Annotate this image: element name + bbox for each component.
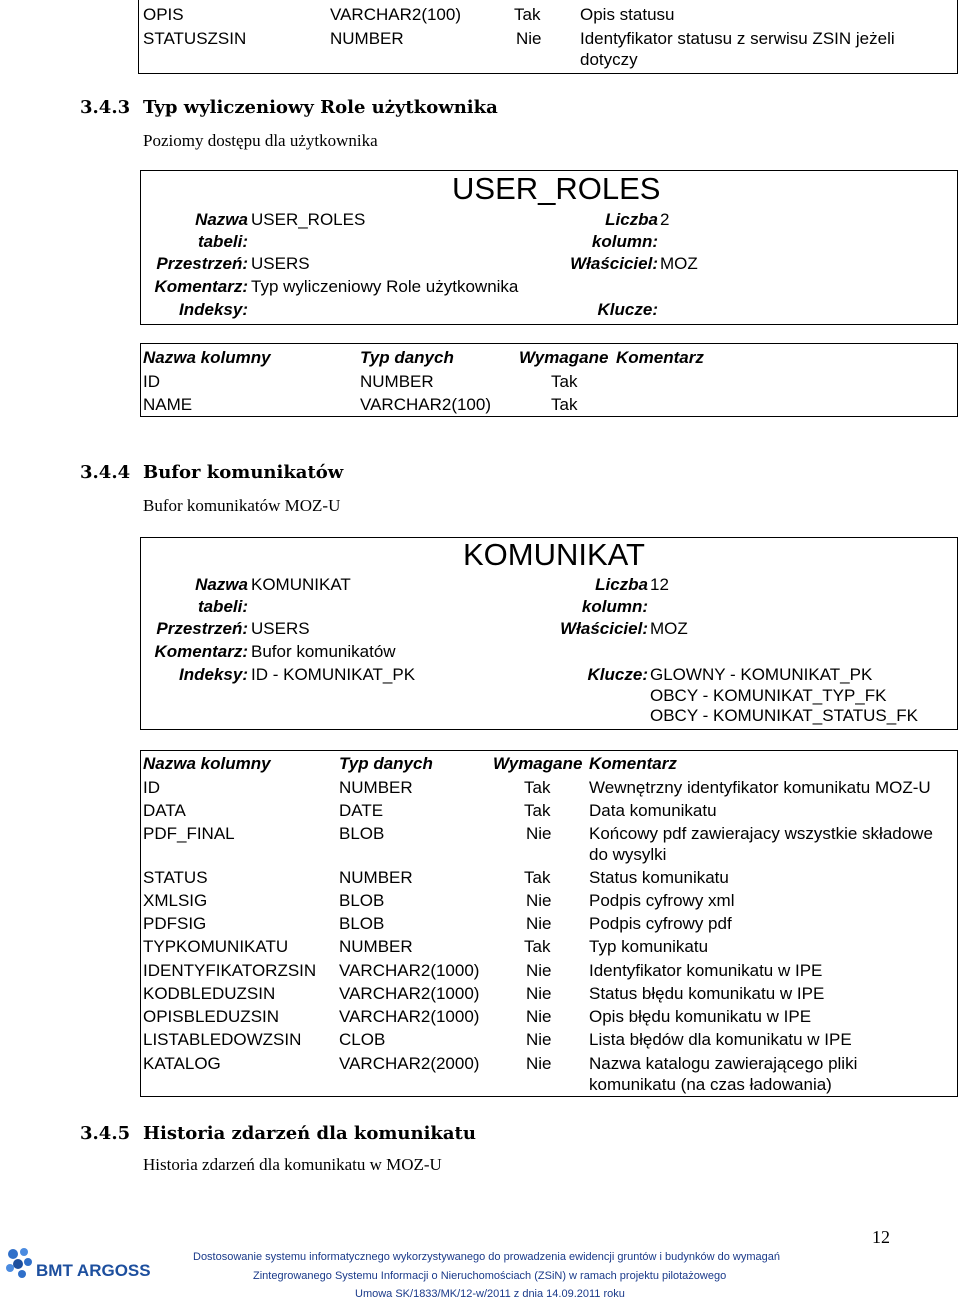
user-roles-label-kolumn: kolumn: xyxy=(591,232,658,251)
top-row-1-required: Tak xyxy=(514,5,541,24)
komunikat-row-6-type: BLOB xyxy=(339,914,385,933)
komunikat-row-12-name: KATALOG xyxy=(143,1054,221,1073)
section-345-number: 3.4.5 xyxy=(80,1123,131,1144)
user-roles-title: USER_ROLES xyxy=(452,171,661,206)
komunikat-label-indeksy: Indeksy: xyxy=(179,665,248,684)
top-row-2-name: STATUSZSIN xyxy=(143,29,247,48)
komunikat-row-8-comment: Identyfikator komunikatu w IPE xyxy=(589,961,823,980)
top-row-2-required: Nie xyxy=(516,29,542,48)
footer-line-1: Dostosowanie systemu informatycznego wykorzystywanego do prowadzenia ewidencji gruntów i budynków do wymagań xyxy=(193,1251,780,1263)
komunikat-row-4-comment: Status komunikatu xyxy=(589,868,729,887)
user-roles-row-1-name: ID xyxy=(143,372,160,391)
komunikat-indeksy-value: ID - KOMUNIKAT_PK xyxy=(251,665,416,684)
top-row-2-comment: Identyfikator statusu z serwisu ZSIN jeżeli xyxy=(580,29,895,48)
komunikat-row-3-comment: Końcowy pdf zawierajacy wszystkie składowe xyxy=(589,824,933,843)
user-roles-row-1-required: Tak xyxy=(551,372,578,391)
user-roles-label-przestrzen: Przestrzeń: xyxy=(156,254,248,273)
user-roles-row-2-type: VARCHAR2(100) xyxy=(360,395,492,414)
user-roles-label-komentarz: Komentarz: xyxy=(154,277,248,296)
bmt-argoss-logo-text: BMT ARGOSS xyxy=(36,1261,151,1280)
top-row-1-type: VARCHAR2(100) xyxy=(330,5,462,24)
komunikat-komentarz-value: Bufor komunikatów xyxy=(251,642,396,661)
komunikat-label-wlasciciel: Właściciel: xyxy=(560,619,648,638)
section-344-number: 3.4.4 xyxy=(80,462,131,483)
komunikat-row-4-name: STATUS xyxy=(143,868,208,887)
komunikat-row-11-required: Nie xyxy=(526,1030,552,1049)
komunikat-label-przestrzen: Przestrzeń: xyxy=(156,619,248,638)
komunikat-row-12-type: VARCHAR2(2000) xyxy=(339,1054,480,1073)
komunikat-row-6-required: Nie xyxy=(526,914,552,933)
komunikat-header-required: Wymagane xyxy=(493,754,583,773)
komunikat-row-5-type: BLOB xyxy=(339,891,385,910)
komunikat-row-9-required: Nie xyxy=(526,984,552,1003)
komunikat-row-2-name: DATA xyxy=(143,801,186,820)
komunikat-row-7-comment: Typ komunikatu xyxy=(589,937,709,956)
komunikat-label-klucze: Klucze: xyxy=(587,665,648,684)
top-row-1-name: OPIS xyxy=(143,5,184,24)
komunikat-klucz-2: OBCY - KOMUNIKAT_TYP_FK xyxy=(650,686,887,705)
section-343-description: Poziomy dostępu dla użytkownika xyxy=(143,131,378,150)
page-number: 12 xyxy=(872,1227,890,1247)
komunikat-row-6-comment: Podpis cyfrowy pdf xyxy=(589,914,732,933)
komunikat-row-7-type: NUMBER xyxy=(339,937,413,956)
komunikat-klucz-1: GLOWNY - KOMUNIKAT_PK xyxy=(650,665,873,684)
komunikat-row-2-type: DATE xyxy=(339,801,384,820)
komunikat-row-2-required: Tak xyxy=(524,801,551,820)
user-roles-header-comment: Komentarz xyxy=(616,348,704,367)
section-345-title: Historia zdarzeń dla komunikatu xyxy=(143,1123,476,1144)
komunikat-row-3-name: PDF_FINAL xyxy=(143,824,235,843)
komunikat-row-9-name: KODBLEDUZSIN xyxy=(143,984,276,1003)
komunikat-row-10-type: VARCHAR2(1000) xyxy=(339,1007,480,1026)
komunikat-row-3-comment-cont: do wysylki xyxy=(589,845,667,864)
komunikat-row-3-type: BLOB xyxy=(339,824,385,843)
section-343-number: 3.4.3 xyxy=(80,97,131,118)
komunikat-row-12-comment: Nazwa katalogu zawierającego pliki xyxy=(589,1054,858,1073)
user-roles-label-nazwa: Nazwa xyxy=(195,210,248,229)
komunikat-row-11-name: LISTABLEDOWZSIN xyxy=(143,1030,302,1049)
komunikat-row-8-name: IDENTYFIKATORZSIN xyxy=(143,961,317,980)
user-roles-przestrzen-value: USERS xyxy=(251,254,310,273)
komunikat-nazwa-value: KOMUNIKAT xyxy=(251,575,351,594)
komunikat-row-4-required: Tak xyxy=(524,868,551,887)
user-roles-label-klucze: Klucze: xyxy=(597,300,658,319)
komunikat-row-9-comment: Status błędu komunikatu w IPE xyxy=(589,984,825,1003)
komunikat-label-kolumn: kolumn: xyxy=(581,597,648,616)
komunikat-row-5-required: Nie xyxy=(526,891,552,910)
komunikat-row-1-type: NUMBER xyxy=(339,778,413,797)
komunikat-row-7-required: Tak xyxy=(524,937,551,956)
komunikat-row-12-comment-cont: komunikatu (na czas ładowania) xyxy=(589,1075,832,1094)
komunikat-klucz-3: OBCY - KOMUNIKAT_STATUS_FK xyxy=(650,706,918,725)
komunikat-header-name: Nazwa kolumny xyxy=(143,754,271,773)
user-roles-komentarz-value: Typ wyliczeniowy Role użytkownika xyxy=(251,277,519,296)
section-345-description: Historia zdarzeń dla komunikatu w MOZ-U xyxy=(143,1155,442,1174)
section-344-description: Bufor komunikatów MOZ-U xyxy=(143,496,341,515)
bmt-argoss-logo xyxy=(0,1244,150,1284)
top-row-2-comment-cont: dotyczy xyxy=(580,50,638,69)
user-roles-row-2-name: NAME xyxy=(143,395,193,414)
komunikat-title: KOMUNIKAT xyxy=(463,537,645,572)
komunikat-header-type: Typ danych xyxy=(339,754,433,773)
footer-line-2: Zintegrowanego Systemu Informacji o Nieruchomościach (ZSiN) w ramach projektu pilotażowego xyxy=(253,1270,727,1282)
user-roles-label-wlasciciel: Właściciel: xyxy=(570,254,658,273)
komunikat-row-12-required: Nie xyxy=(526,1054,552,1073)
komunikat-row-10-name: OPISBLEDUZSIN xyxy=(143,1007,280,1026)
komunikat-row-11-comment: Lista błędów dla komunikatu w IPE xyxy=(589,1030,852,1049)
komunikat-przestrzen-value: USERS xyxy=(251,619,310,638)
bmt-logo-icon xyxy=(4,1246,34,1280)
user-roles-liczba-value: 2 xyxy=(660,210,670,229)
user-roles-label-liczba: Liczba xyxy=(605,210,658,229)
user-roles-nazwa-value: USER_ROLES xyxy=(251,210,366,229)
komunikat-row-1-required: Tak xyxy=(524,778,551,797)
komunikat-row-1-comment: Wewnętrzny identyfikator komunikatu MOZ-U xyxy=(589,778,931,797)
top-row-1-comment: Opis statusu xyxy=(580,5,675,24)
komunikat-row-8-type: VARCHAR2(1000) xyxy=(339,961,480,980)
komunikat-wlasciciel-value: MOZ xyxy=(650,619,688,638)
user-roles-row-2-required: Tak xyxy=(551,395,578,414)
komunikat-row-10-required: Nie xyxy=(526,1007,552,1026)
user-roles-header-required: Wymagane xyxy=(519,348,609,367)
komunikat-row-1-name: ID xyxy=(143,778,160,797)
footer-line-3: Umowa SK/1833/MK/12-w/2011 z dnia 14.09.2011 roku xyxy=(355,1288,625,1300)
user-roles-row-1-type: NUMBER xyxy=(360,372,434,391)
komunikat-row-4-type: NUMBER xyxy=(339,868,413,887)
komunikat-row-9-type: VARCHAR2(1000) xyxy=(339,984,480,1003)
section-344-title: Bufor komunikatów xyxy=(143,462,344,483)
komunikat-row-10-comment: Opis błędu komunikatu w IPE xyxy=(589,1007,812,1026)
user-roles-label-tabeli: tabeli: xyxy=(197,232,248,251)
user-roles-header-type: Typ danych xyxy=(360,348,454,367)
komunikat-label-komentarz: Komentarz: xyxy=(154,642,248,661)
komunikat-row-5-name: XMLSIG xyxy=(143,891,208,910)
komunikat-header-comment: Komentarz xyxy=(589,754,677,773)
komunikat-row-6-name: PDFSIG xyxy=(143,914,207,933)
komunikat-label-liczba: Liczba xyxy=(595,575,648,594)
komunikat-row-2-comment: Data komunikatu xyxy=(589,801,717,820)
komunikat-row-11-type: CLOB xyxy=(339,1030,386,1049)
komunikat-row-3-required: Nie xyxy=(526,824,552,843)
top-row-2-type: NUMBER xyxy=(330,29,404,48)
komunikat-label-tabeli: tabeli: xyxy=(197,597,248,616)
komunikat-row-8-required: Nie xyxy=(526,961,552,980)
komunikat-row-5-comment: Podpis cyfrowy xml xyxy=(589,891,735,910)
user-roles-label-indeksy: Indeksy: xyxy=(179,300,248,319)
user-roles-wlasciciel-value: MOZ xyxy=(660,254,698,273)
user-roles-header-name: Nazwa kolumny xyxy=(143,348,271,367)
komunikat-label-nazwa: Nazwa xyxy=(195,575,248,594)
section-343-title: Typ wyliczeniowy Role użytkownika xyxy=(143,97,498,118)
komunikat-liczba-value: 12 xyxy=(650,575,669,594)
komunikat-row-7-name: TYPKOMUNIKATU xyxy=(143,937,289,956)
